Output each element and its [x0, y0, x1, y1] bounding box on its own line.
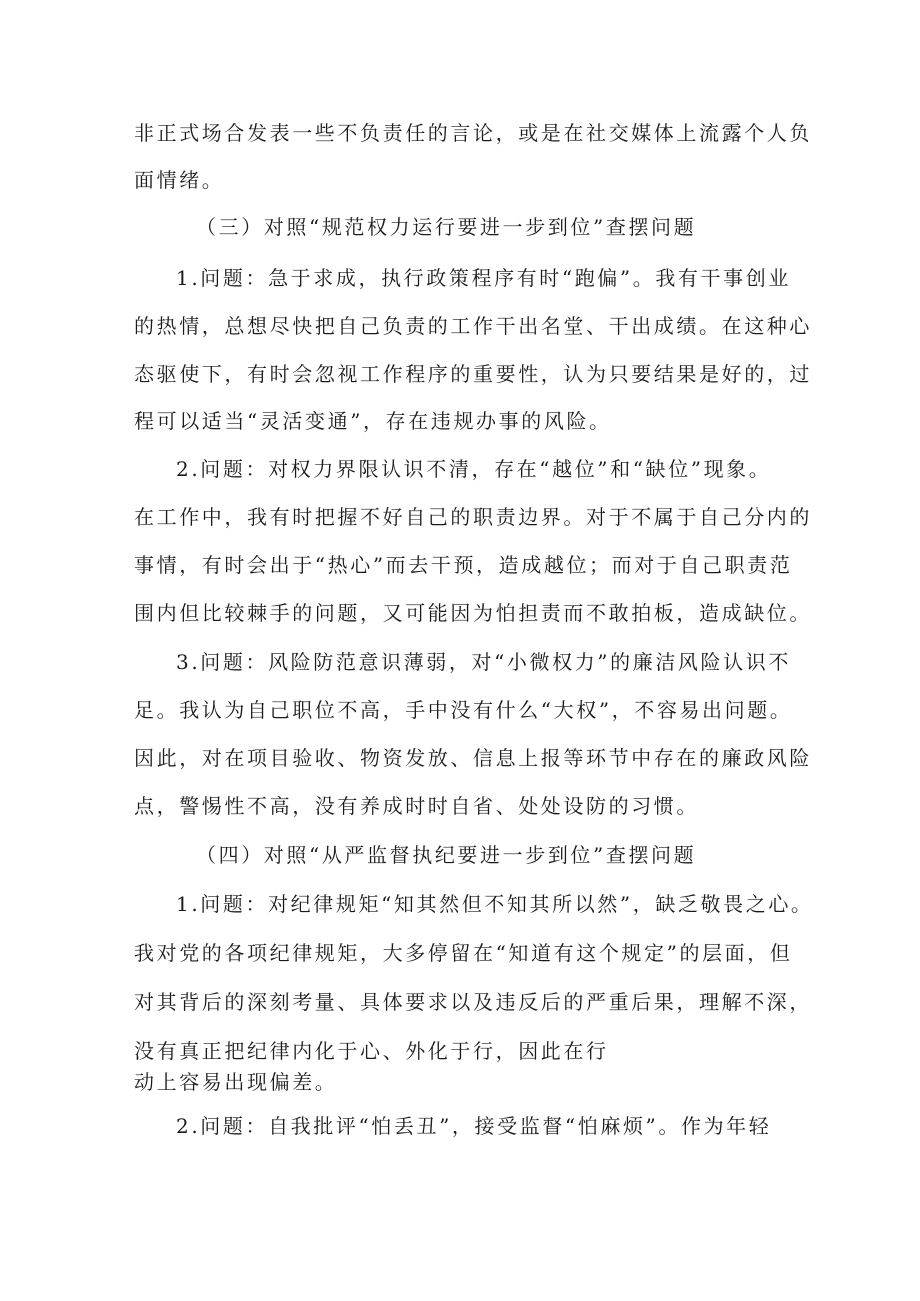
section-heading-3: （三）对照“规范权力运行要进一步到位”查摆问题 [196, 215, 697, 239]
body-text-line: 面情绪。 [134, 168, 225, 192]
body-text-line: 足。我认为自己职位不高，手中没有什么“大权”，不容易出问题。 [134, 698, 793, 722]
paragraph-first-line: 3.问题：风险防范意识薄弱，对“小微权力”的廉洁风险认识不 [176, 650, 791, 674]
body-text-line: 非正式场合发表一些不负责任的言论，或是在社交媒体上流露个人负 [134, 121, 812, 145]
paragraph-first-line: 1.问题：急于求成，执行政策程序有时“跑偏”。我有干事创业 [176, 266, 791, 290]
body-text-line: 我对党的各项纪律规矩，大多停留在“知道有这个规定”的层面，但 [134, 941, 793, 965]
body-text-line: 点，警惕性不高，没有养成时时自省、处处设防的习惯。 [134, 794, 699, 818]
body-text-line: 动上容易出现偏差。 [134, 1070, 338, 1094]
body-text-line: 的热情，总想尽快把自己负责的工作干出名堂、干出成绩。在这种心 [134, 314, 812, 338]
body-text-line: 围内但比较棘手的问题，又可能因为怕担责而不敢拍板，造成缺位。 [134, 601, 812, 625]
body-text-line: 事情，有时会出于“热心”而去干预，造成越位；而对于自己职责范 [134, 553, 793, 577]
body-text-line: 在工作中，我有时把握不好自己的职责边界。对于不属于自己分内的 [134, 505, 812, 529]
body-text-line: 因此，对在项目验收、物资发放、信息上报等环节中存在的廉政风险 [134, 746, 812, 770]
paragraph-first-line: 1.问题：对纪律规矩“知其然但不知其所以然”，缺乏敬畏之心。 [176, 892, 814, 916]
paragraph-first-line: 2.问题：对权力界限认识不清，存在“越位”和“缺位”现象。 [176, 457, 772, 481]
section-heading-4: （四）对照“从严监督执纪要进一步到位”查摆问题 [196, 843, 697, 867]
body-text-line: 态驱使下，有时会忽视工作程序的重要性，认为只要结果是好的，过 [134, 362, 812, 386]
body-text-line: 没有真正把纪律内化于心、外化于行，因此在行 [134, 1039, 609, 1063]
paragraph-first-line: 2.问题：自我批评“怕丢丑”，接受监督“怕麻烦”。作为年轻 [176, 1114, 772, 1138]
body-text-line: 对其背后的深刻考量、具体要求以及违反后的严重后果，理解不深， [134, 990, 812, 1014]
body-text-line: 程可以适当“灵活变通”，存在违规办事的风险。 [134, 409, 612, 433]
